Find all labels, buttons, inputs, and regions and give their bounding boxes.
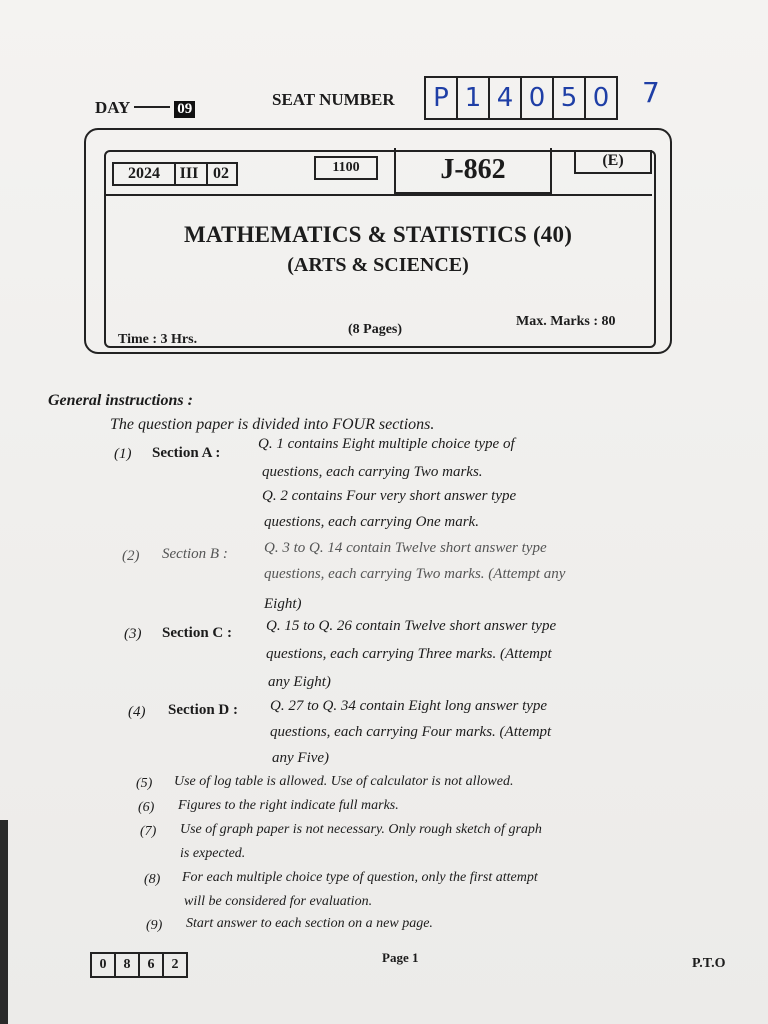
day-dash: [134, 106, 170, 108]
page-number: Page 1: [382, 950, 419, 965]
paper-serial: 1100: [314, 156, 378, 180]
instruction-text: Figures to the right indicate full marks.: [178, 798, 399, 813]
section-line: Q. 3 to Q. 14 contain Twelve short answer type: [264, 540, 547, 556]
paper-year: 2024: [112, 162, 176, 186]
seat-digit: 5: [554, 78, 586, 118]
paper-time: Time : 3 Hrs.: [118, 332, 198, 347]
seat-digit: P: [426, 78, 458, 118]
paper-max-marks: Max. Marks : 80: [516, 314, 616, 329]
seat-number-label: SEAT NUMBER: [272, 90, 395, 109]
section-label: Section B :: [162, 546, 228, 562]
seat-digit: 0: [592, 83, 610, 113]
instruction-number: (9): [146, 918, 163, 933]
section-label: Section A :: [152, 445, 221, 461]
footer-code-digit: 0: [92, 954, 116, 976]
seat-digit: 0: [522, 78, 554, 118]
instruction-number: (8): [144, 872, 161, 887]
instruction-text: will be considered for evaluation.: [184, 894, 373, 909]
section-number: (4): [128, 704, 146, 720]
day-number: 09: [174, 101, 195, 118]
instructions-heading: General instructions :: [48, 392, 193, 409]
footer-code-boxes: [90, 952, 188, 978]
paper-pages: (8 Pages): [348, 322, 403, 337]
section-line: Eight): [264, 596, 302, 612]
footer-code-digit: 8: [116, 954, 140, 976]
section-line: questions, each carrying Two marks.: [262, 464, 483, 480]
paper-language: (E): [574, 150, 652, 174]
seat-digit: 4: [490, 78, 522, 118]
instruction-text: Use of log table is allowed. Use of calculator is not allowed.: [174, 774, 514, 789]
instruction-number: (6): [138, 800, 155, 815]
paper-subject-no: 02: [206, 162, 238, 186]
section-line: any Eight): [268, 674, 331, 690]
please-turn-over: P.T.O: [692, 956, 726, 971]
paper-code-row: [104, 150, 652, 196]
instruction-number: (5): [136, 776, 153, 791]
section-line: questions, each carrying Four marks. (Attempt: [270, 724, 552, 740]
section-line: questions, each carrying One mark.: [264, 514, 479, 530]
paper-code: J-862: [394, 148, 552, 194]
instructions-intro: The question paper is divided into FOUR sections.: [110, 416, 435, 433]
instruction-text: Use of graph paper is not necessary. Only rough sketch of graph: [180, 822, 542, 837]
section-line: Q. 27 to Q. 34 contain Eight long answer type: [270, 698, 548, 714]
section-line: Q. 1 contains Eight multiple choice type of: [258, 436, 515, 452]
section-label: Section C :: [162, 625, 232, 641]
section-line: questions, each carrying Three marks. (Attempt: [266, 646, 552, 662]
section-number: (1): [114, 446, 132, 462]
section-line: questions, each carrying Two marks. (Attempt any: [264, 566, 566, 582]
instruction-text: For each multiple choice type of question, only the first attempt: [182, 870, 538, 885]
day-field: [95, 98, 195, 118]
binding-edge: [0, 820, 8, 1024]
seat-digit-handwritten: 7: [642, 76, 660, 109]
section-line: any Five): [272, 750, 330, 766]
section-label: Section D :: [168, 702, 238, 718]
section-line: Q. 15 to Q. 26 contain Twelve short answer type: [266, 618, 557, 634]
section-number: (3): [124, 626, 142, 642]
instruction-text: Start answer to each section on a new page.: [186, 916, 433, 931]
paper-term: III: [172, 162, 208, 186]
instruction-number: (7): [140, 824, 157, 839]
section-number: (2): [122, 548, 140, 564]
paper-subtitle: (ARTS & SCIENCE): [287, 254, 469, 276]
instruction-text: is expected.: [180, 846, 246, 861]
day-label: DAY: [95, 98, 131, 117]
seat-digit: 1: [458, 78, 490, 118]
paper-title: MATHEMATICS & STATISTICS (40): [183, 222, 573, 247]
seat-number-boxes: [424, 76, 618, 120]
section-line: Q. 2 contains Four very short answer type: [262, 488, 517, 504]
footer-code-digit: 2: [171, 957, 179, 972]
footer-code-digit: 6: [140, 954, 164, 976]
